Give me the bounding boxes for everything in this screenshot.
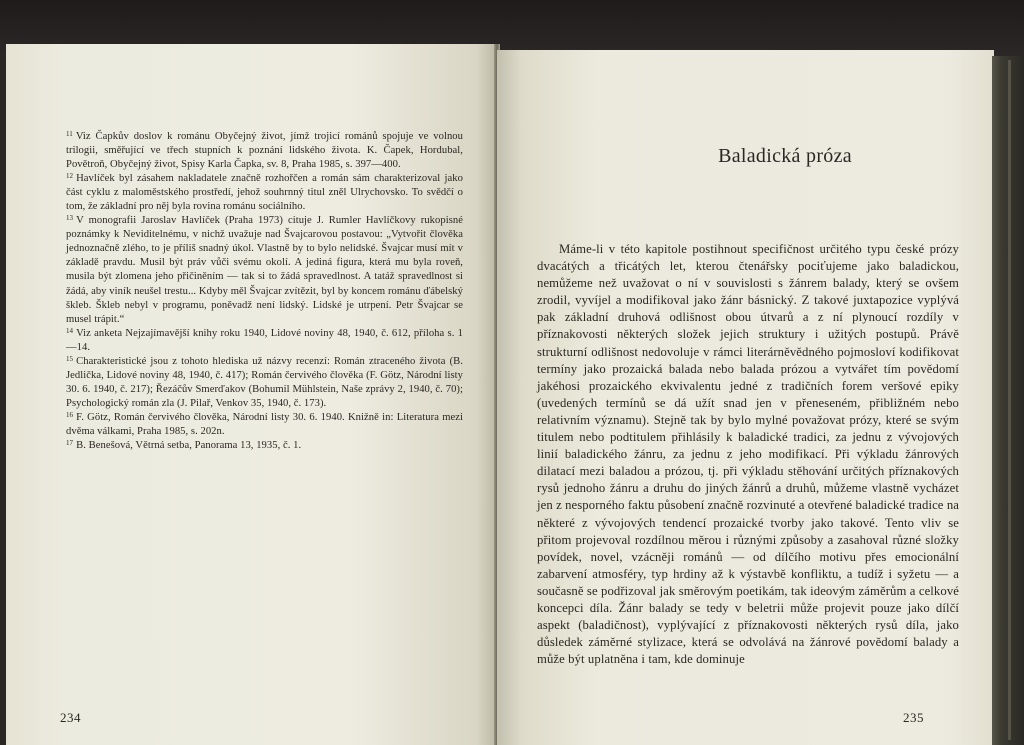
page-number-left: 234 <box>60 710 81 725</box>
footnote <box>66 355 463 411</box>
chapter-body-text: Máme-li v této kapitole postihnout specifičnost určitého typu české prózy dvacátých a třicátých let, kterou čtenářsky pociťujeme jako baladickou, nemůžeme než uvažovat o ní v souvislosti s žánrem balady, který se ovšem zrodil, vyvíjel a modifikoval jako žánr básnický. Z takové juxtapozice vyplývá pak základní druhová odlišnost obou útvarů a z ní plynoucí rozdíly v příznakovosti některých složek jejich struktury i užitých postupů. Právě strukturní odlišnost nedovoluje v rámci literárněvědného pojmosloví kodifikovat termíny jako prozaická balada nebo balada prózou a vytvářet tím povědomí jakéhosi prozaického ekvivalentu jedné z tradičních forem veršové epiky (uvedených termínů se dá užít snad jen v přeneseném, přibližném nebo relativním významu). Stejně tak by bylo mylné považovat prózy, které se svým titulem nebo podtitulem přihlásily k baladické tradici, za jednu z vývojových linií baladického žánru, za jednu z jeho modifikací. Při výkladu žánrových dilatací mezi baladou a prózou, tj. při výkladu stěhování určitých příznakových rysů jednoho žánru a druhu do jiných žánrů a druhů, můžeme vlastně vycházet jen z nesporného faktu působení značně rozvinuté a otevřené baladické tradice na některé z vývojových tendencí prozaické tvorby jako takové. Tento vliv se přitom projevoval rozdílnou měrou i různými způsoby a zasahoval různé složky povídek, novel, vzácněji románů — od dílčího motivu přes emocionální zabarvení atmosféry, typ hrdiny až k výstavbě konfliktu, a tudíž i syžetu — a současně se podřizoval jak směrovým poetikám, tak ideovým záměrům a celkové koncepci díla. Žánr balady se tedy v beletrii může projevit pouze jako dílčí aspekt (baladičnost), vyplývající z příznakovosti některých rysů díla, jako důsledek záměrné stylizace, která se odvolává na žánrové povědomí balady a může být uplatněna i tam, kde dominuje <box>537 242 959 667</box>
footnote-text: B. Benešová, Větrná setba, Panorama 13, 1935, č. 1. <box>76 440 302 452</box>
footnote-number: 14 <box>66 326 74 335</box>
left-page <box>6 44 496 745</box>
footnote-text: Viz Čapkův doslov k románu Obyčejný život, jímž trojicí románů spojuje ve volnou trilogii, směřující ve třech stupních k poznání lidského života. K. Čapek, Hordubal, Povětroň, Obyčejný život, Spisy Karla Čapka, sv. 8, Praha 1985, s. 397—400. <box>66 131 463 171</box>
footnote-number: 11 <box>66 130 73 138</box>
footnote-number: 13 <box>66 214 74 223</box>
footnote-number: 16 <box>66 410 74 419</box>
footnote <box>66 214 463 326</box>
book-edge-highlight <box>1008 60 1011 740</box>
footnote <box>66 411 463 439</box>
footnote-number: 17 <box>66 439 74 448</box>
footnote <box>66 327 463 355</box>
footnote-text: Havlíček byl zásahem nakladatele značně rozhořčen a román sám charakterizoval jako část cyklu z maloměstského prostředí, jehož souhrnný titul zněl Ulrychovsko. To svědčí o tom, že základní pro něj byla rovina románu sociálního. <box>66 173 463 213</box>
footnote-text: F. Götz, Román červivého člověka, Národní listy 30. 6. 1940. Knižně in: Literatura mezi dvěma válkami, Praha 1985, s. 202n. <box>66 411 463 437</box>
footnote <box>66 130 463 172</box>
footnote <box>66 172 463 214</box>
footnotes <box>66 130 463 453</box>
footnote-text: Viz anketa Nejzajímavější knihy roku 1940, Lidové noviny 48, 1940, č. 612, příloha s. 1—14. <box>66 327 463 353</box>
page-number-right: 235 <box>903 710 924 725</box>
footnote-number: 15 <box>66 354 74 363</box>
footnote-text: V monografii Jaroslav Havlíček (Praha 1973) cituje J. Rumler Havlíčkovy rukopisné poznámky k Neviditelnému, v nichž uvažuje nad Švajcarovou postavou: „Vytvořit člověka jednoznačně zlého, to je příliš snadný úkol. Vlastně by to bylo nelidské. Švajcar musí mít v základě pravdu. Musil být práv vůči svému okolí. A jediná figura, která mu byla roveň, musila být zlomena jeho přičiněním — tak si to žádá spravedlnost. A tatáž spravedlnost si žádá, aby viník neušel trestu... Kdyby měl Švajcar zvítězit, byl by koncem románu ďábelský škleb. Škleb nebyl v programu, poněvadž není lidský. Lidské je utrpení. Petr Švajcar se musel trápit.“ <box>66 215 463 325</box>
chapter-title: Baladická próza <box>718 145 852 167</box>
right-page <box>497 50 994 745</box>
footnote-number: 12 <box>66 172 74 181</box>
footnote <box>66 439 463 453</box>
footnote-text: Charakteristické jsou z tohoto hlediska už názvy recenzí: Román ztraceného života (B. Jedlička, Lidové noviny 48, 1940, č. 417); Román červivého člověka (F. Götz, Národní listy 30. 6. 1940, č. 217); Řezáčův Smerďakov (Bohumil Mühlstein, Naše zprávy 2, 1940, č. 70); Psychologický román zla (J. Pilař, Venkov 35, 1940, č. 173). <box>66 355 463 409</box>
